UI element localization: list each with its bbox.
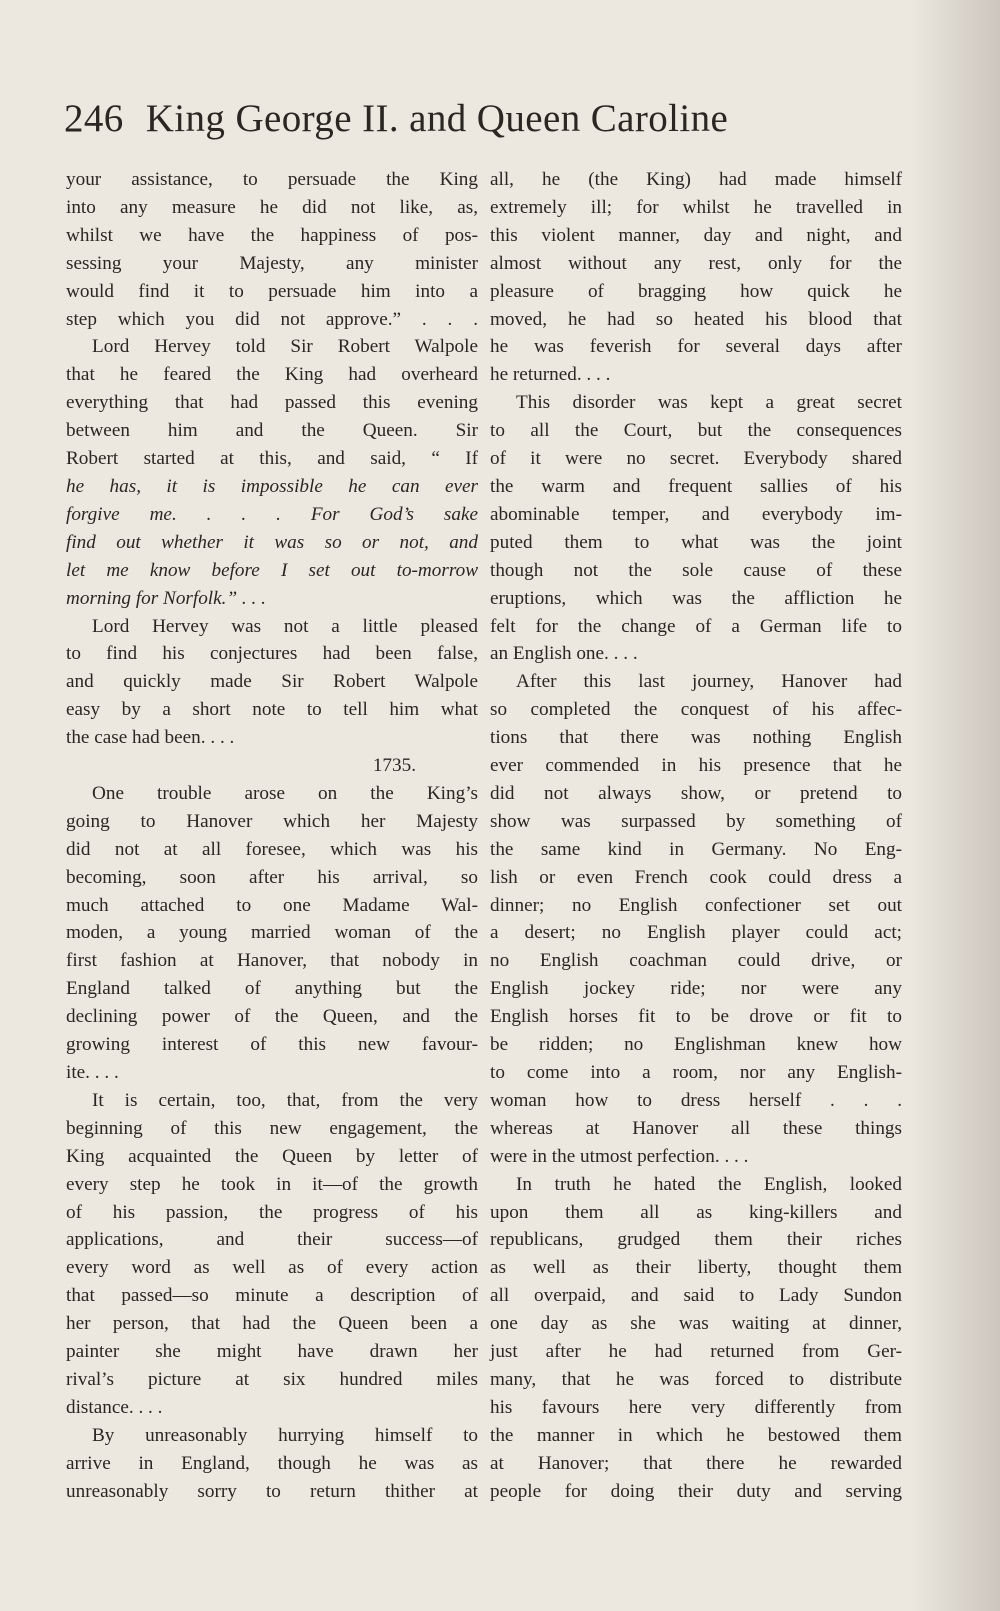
text-line: felt for the change of a German life to	[490, 615, 902, 637]
text-line: becoming, soon after his arrival, so	[66, 866, 478, 888]
text-line: this violent manner, day and night, and	[490, 224, 902, 246]
text-line: that he feared the King had overheard	[66, 364, 478, 386]
text-line: an English one. . . .	[490, 643, 638, 665]
text-line: Lord Hervey was not a little pleased	[92, 615, 478, 637]
text-line: one day as she was waiting at dinner,	[490, 1313, 902, 1335]
text-line: tions that there was nothing English	[490, 727, 902, 749]
text-line: show was surpassed by something of	[490, 810, 902, 832]
text-line: did not at all foresee, which was his	[66, 838, 478, 860]
text-line: In truth he hated the English, looked	[516, 1173, 902, 1195]
text-line: Lord Hervey told Sir Robert Walpole	[92, 336, 478, 358]
text-line: sessing your Majesty, any minister	[66, 252, 478, 274]
text-line: applications, and their success—of	[66, 1229, 478, 1251]
text-line: arrive in England, though he was as	[66, 1452, 478, 1474]
page-number: 246	[64, 97, 124, 140]
text-line: to find his conjectures had been false,	[66, 643, 478, 665]
text-line: at Hanover; that there he rewarded	[490, 1452, 902, 1474]
text-line: first fashion at Hanover, that nobody in	[66, 950, 478, 972]
text-line: let me know before I set out to-morrow	[66, 559, 478, 581]
text-line: declining power of the Queen, and the	[66, 1006, 478, 1028]
text-line: English horses fit to be drove or fit to	[490, 1006, 902, 1028]
text-line: the case had been. . . .	[66, 727, 235, 749]
text-line: puted them to what was the joint	[490, 531, 902, 553]
text-line: as well as their liberty, thought them	[490, 1257, 902, 1279]
text-line: though not the sole cause of these	[490, 559, 902, 581]
page-edge-shadow	[910, 0, 1000, 1611]
text-line: almost without any rest, only for the	[490, 252, 902, 274]
text-line: her person, that had the Queen been a	[66, 1313, 478, 1335]
text-line: eruptions, which was the affliction he	[490, 587, 902, 609]
text-line: much attached to one Madame Wal-	[66, 894, 478, 916]
left-column	[66, 166, 478, 1506]
text-line: he returned. . . .	[490, 364, 611, 386]
text-line: whilst we have the happiness of pos-	[66, 224, 478, 246]
text-line: woman how to dress herself . . .	[490, 1089, 902, 1111]
text-line: ever commended in his presence that he	[490, 755, 902, 777]
text-line: forgive me. . . . For God’s sake	[66, 503, 478, 525]
text-line: all, he (the King) had made himself	[490, 169, 902, 190]
text-line: whereas at Hanover all these things	[490, 1117, 902, 1139]
text-line: to come into a room, nor any English-	[490, 1062, 902, 1083]
text-line: Robert started at this, and said, “ If	[66, 448, 478, 470]
text-line: between him and the Queen. Sir	[66, 420, 478, 442]
text-line: ite. . . .	[66, 1062, 119, 1083]
text-line: morning for Norfolk.” . . .	[66, 587, 266, 609]
text-line: be ridden; no Englishman knew how	[490, 1034, 902, 1056]
text-line: abominable temper, and everybody im-	[490, 503, 902, 525]
running-title: King George II. and Queen Caroline	[145, 97, 729, 140]
year-marker: 1735.	[372, 755, 416, 777]
text-line: unreasonably sorry to return thither at	[66, 1480, 478, 1502]
text-line: of it were no secret. Everybody shared	[490, 448, 902, 470]
text-line: many, that he was forced to distribute	[490, 1368, 902, 1390]
text-line: into any measure he did not like, as,	[66, 196, 478, 218]
text-line: By unreasonably hurrying himself to	[92, 1424, 478, 1446]
text-line: distance. . . .	[66, 1396, 163, 1418]
text-line: It is certain, too, that, from the very	[92, 1089, 478, 1111]
text-line: no English coachman could drive, or	[490, 950, 902, 972]
text-line: people for doing their duty and serving	[490, 1480, 902, 1502]
text-line: King acquainted the Queen by letter of	[66, 1145, 478, 1167]
text-line: dinner; no English confectioner set out	[490, 894, 902, 916]
right-column	[490, 166, 902, 1506]
text-line: This disorder was kept a great secret	[516, 392, 902, 414]
text-line: moved, he had so heated his blood that	[490, 308, 902, 330]
text-line: One trouble arose on the King’s	[92, 782, 478, 804]
text-line: were in the utmost perfection. . . .	[490, 1145, 749, 1167]
running-header	[64, 96, 944, 141]
text-line: extremely ill; for whilst he travelled in	[490, 196, 902, 218]
text-line: and quickly made Sir Robert Walpole	[66, 671, 478, 693]
text-line: the warm and frequent sallies of his	[490, 475, 902, 497]
text-line: so completed the conquest of his affec-	[490, 699, 902, 721]
text-line: English jockey ride; nor were any	[490, 978, 902, 1000]
text-line: rival’s picture at six hundred miles	[66, 1368, 478, 1390]
text-line: he has, it is impossible he can ever	[66, 475, 478, 497]
text-line: England talked of anything but the	[66, 978, 478, 1000]
text-line: that passed—so minute a description of	[66, 1285, 478, 1307]
text-line: the manner in which he bestowed them	[490, 1424, 902, 1446]
text-line: to all the Court, but the consequences	[490, 420, 902, 442]
text-line: going to Hanover which her Majesty	[66, 810, 478, 832]
text-line: After this last journey, Hanover had	[516, 671, 902, 693]
text-line: lish or even French cook could dress a	[490, 866, 902, 888]
text-line: painter she might have drawn her	[66, 1341, 478, 1363]
text-line: beginning of this new engagement, the	[66, 1117, 478, 1139]
text-line: all overpaid, and said to Lady Sundon	[490, 1285, 902, 1307]
text-line: he was feverish for several days after	[490, 336, 902, 358]
text-line: upon them all as king-killers and	[490, 1201, 902, 1223]
text-line: the same kind in Germany. No Eng-	[490, 838, 902, 860]
text-line: step which you did not approve.” . . .	[66, 308, 478, 330]
text-line: growing interest of this new favour-	[66, 1034, 478, 1056]
text-line: moden, a young married woman of the	[66, 922, 478, 944]
text-line: would find it to persuade him into a	[66, 280, 478, 302]
text-line: just after he had returned from Ger-	[490, 1341, 902, 1363]
text-line: pleasure of bragging how quick he	[490, 280, 902, 302]
text-line: republicans, grudged them their riches	[490, 1229, 902, 1251]
text-line: did not always show, or pretend to	[490, 782, 902, 804]
text-line: of his passion, the progress of his	[66, 1201, 478, 1223]
text-line: his favours here very differently from	[490, 1396, 902, 1418]
text-line: find out whether it was so or not, and	[66, 531, 478, 553]
text-line: every word as well as of every action	[66, 1257, 478, 1279]
text-line: easy by a short note to tell him what	[66, 699, 478, 721]
text-line: every step he took in it—of the growth	[66, 1173, 478, 1195]
text-line: a desert; no English player could act;	[490, 922, 902, 944]
text-line: your assistance, to persuade the King	[66, 169, 478, 190]
text-line: everything that had passed this evening	[66, 392, 478, 414]
